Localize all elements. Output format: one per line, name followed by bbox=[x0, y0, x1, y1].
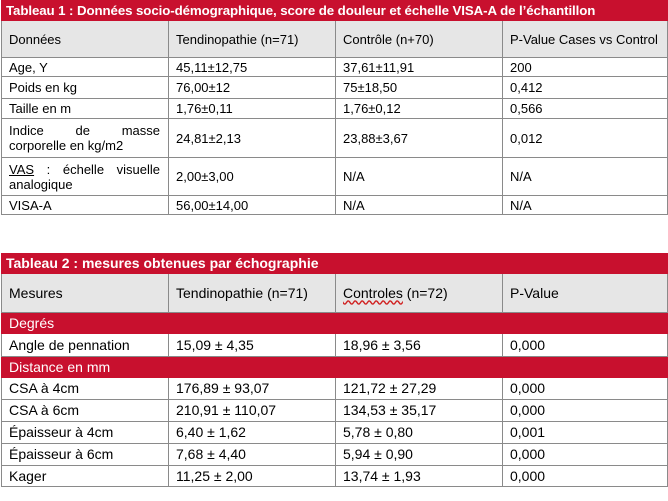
table-2-header-mesures: Mesures bbox=[2, 274, 169, 313]
cell-pvalue: 0,000 bbox=[503, 334, 668, 357]
cell-tendinopathie: 45,11±12,75 bbox=[169, 58, 336, 77]
table-row bbox=[2, 422, 668, 444]
row-label: Épaisseur à 6cm bbox=[2, 444, 169, 466]
cell-controles: 134,53 ± 35,17 bbox=[336, 400, 503, 422]
cell-controle: N/A bbox=[336, 158, 503, 196]
table-2-title: Tableau 2 : mesures obtenues par échographie bbox=[2, 254, 668, 274]
row-label: Taille en m bbox=[2, 99, 169, 119]
row-label: VAS : échelle visuelle analogique bbox=[2, 158, 169, 196]
row-label: Poids en kg bbox=[2, 77, 169, 99]
table-2-header-controles: Controles (n=72) bbox=[336, 274, 503, 313]
table-row bbox=[2, 444, 668, 466]
table-row bbox=[2, 77, 668, 99]
cell-controle: 37,61±11,91 bbox=[336, 58, 503, 77]
cell-pvalue: 0,000 bbox=[503, 378, 668, 400]
table-2 bbox=[1, 253, 668, 487]
table-2-section-degres bbox=[2, 313, 668, 334]
row-label: Age, Y bbox=[2, 58, 169, 77]
table-1-header-controle: Contrôle (n+70) bbox=[336, 21, 503, 58]
cell-controles: 18,96 ± 3,56 bbox=[336, 334, 503, 357]
decorated-word: VAS bbox=[9, 161, 35, 177]
cell-controles: 13,74 ± 1,93 bbox=[336, 466, 503, 487]
table-1-header-pvalue: P-Value Cases vs Control bbox=[503, 21, 668, 58]
cell-controles: 5,94 ± 0,90 bbox=[336, 444, 503, 466]
table-row bbox=[2, 196, 668, 215]
row-label: CSA à 4cm bbox=[2, 378, 169, 400]
table-1-header-row bbox=[2, 21, 668, 58]
cell-pvalue: 0,000 bbox=[503, 400, 668, 422]
table-row bbox=[2, 99, 668, 119]
table-1-title: Tableau 1 : Données socio-démographique, score de douleur et échelle VISA-A de l’échantillon bbox=[2, 1, 668, 21]
cell-tendinopathie: 24,81±2,13 bbox=[169, 119, 336, 158]
cell-controle: 23,88±3,67 bbox=[336, 119, 503, 158]
table-1-title-row bbox=[2, 1, 668, 21]
table-row bbox=[2, 58, 668, 77]
cell-pvalue: N/A bbox=[503, 196, 668, 215]
cell-tendinopathie: 6,40 ± 1,62 bbox=[169, 422, 336, 444]
cell-pvalue: N/A bbox=[503, 158, 668, 196]
table-1 bbox=[1, 0, 668, 215]
cell-tendinopathie: 1,76±0,11 bbox=[169, 99, 336, 119]
cell-controles: 121,72 ± 27,29 bbox=[336, 378, 503, 400]
cell-tendinopathie: 7,68 ± 4,40 bbox=[169, 444, 336, 466]
cell-controle: 1,76±0,12 bbox=[336, 99, 503, 119]
cell-tendinopathie: 210,91 ± 110,07 bbox=[169, 400, 336, 422]
decorated-word: Controles bbox=[343, 284, 403, 301]
section-label-distance: Distance en mm bbox=[2, 357, 668, 378]
cell-tendinopathie: 176,89 ± 93,07 bbox=[169, 378, 336, 400]
cell-controle: N/A bbox=[336, 196, 503, 215]
cell-pvalue: 0,012 bbox=[503, 119, 668, 158]
cell-pvalue: 0,566 bbox=[503, 99, 668, 119]
cell-pvalue: 0,001 bbox=[503, 422, 668, 444]
section-label-degres: Degrés bbox=[2, 313, 668, 334]
table-2-header-pvalue: P-Value bbox=[503, 274, 668, 313]
table-2-title-row bbox=[2, 254, 668, 274]
cell-pvalue: 200 bbox=[503, 58, 668, 77]
cell-tendinopathie: 11,25 ± 2,00 bbox=[169, 466, 336, 487]
table-2-section-distance bbox=[2, 357, 668, 378]
table-1-header-donnees: Données bbox=[2, 21, 169, 58]
cell-pvalue: 0,000 bbox=[503, 466, 668, 487]
cell-pvalue: 0,412 bbox=[503, 77, 668, 99]
cell-tendinopathie: 56,00±14,00 bbox=[169, 196, 336, 215]
table-row bbox=[2, 378, 668, 400]
row-label: VISA-A bbox=[2, 196, 169, 215]
cell-pvalue: 0,000 bbox=[503, 444, 668, 466]
row-label: Épaisseur à 4cm bbox=[2, 422, 169, 444]
table-2-header-tendinopathie: Tendinopathie (n=71) bbox=[169, 274, 336, 313]
table-row bbox=[2, 119, 668, 158]
row-label: CSA à 6cm bbox=[2, 400, 169, 422]
row-label: Indice de masse corporelle en kg/m2 bbox=[2, 119, 169, 158]
table-row bbox=[2, 466, 668, 487]
table-1-header-tendinopathie: Tendinopathie (n=71) bbox=[169, 21, 336, 58]
row-label: Angle de pennation bbox=[2, 334, 169, 357]
table-2-header-row bbox=[2, 274, 668, 313]
cell-controles: 5,78 ± 0,80 bbox=[336, 422, 503, 444]
cell-tendinopathie: 2,00±3,00 bbox=[169, 158, 336, 196]
cell-controle: 75±18,50 bbox=[336, 77, 503, 99]
table-row bbox=[2, 334, 668, 357]
table-row bbox=[2, 400, 668, 422]
cell-tendinopathie: 15,09 ± 4,35 bbox=[169, 334, 336, 357]
cell-tendinopathie: 76,00±12 bbox=[169, 77, 336, 99]
row-label: Kager bbox=[2, 466, 169, 487]
table-row bbox=[2, 158, 668, 196]
